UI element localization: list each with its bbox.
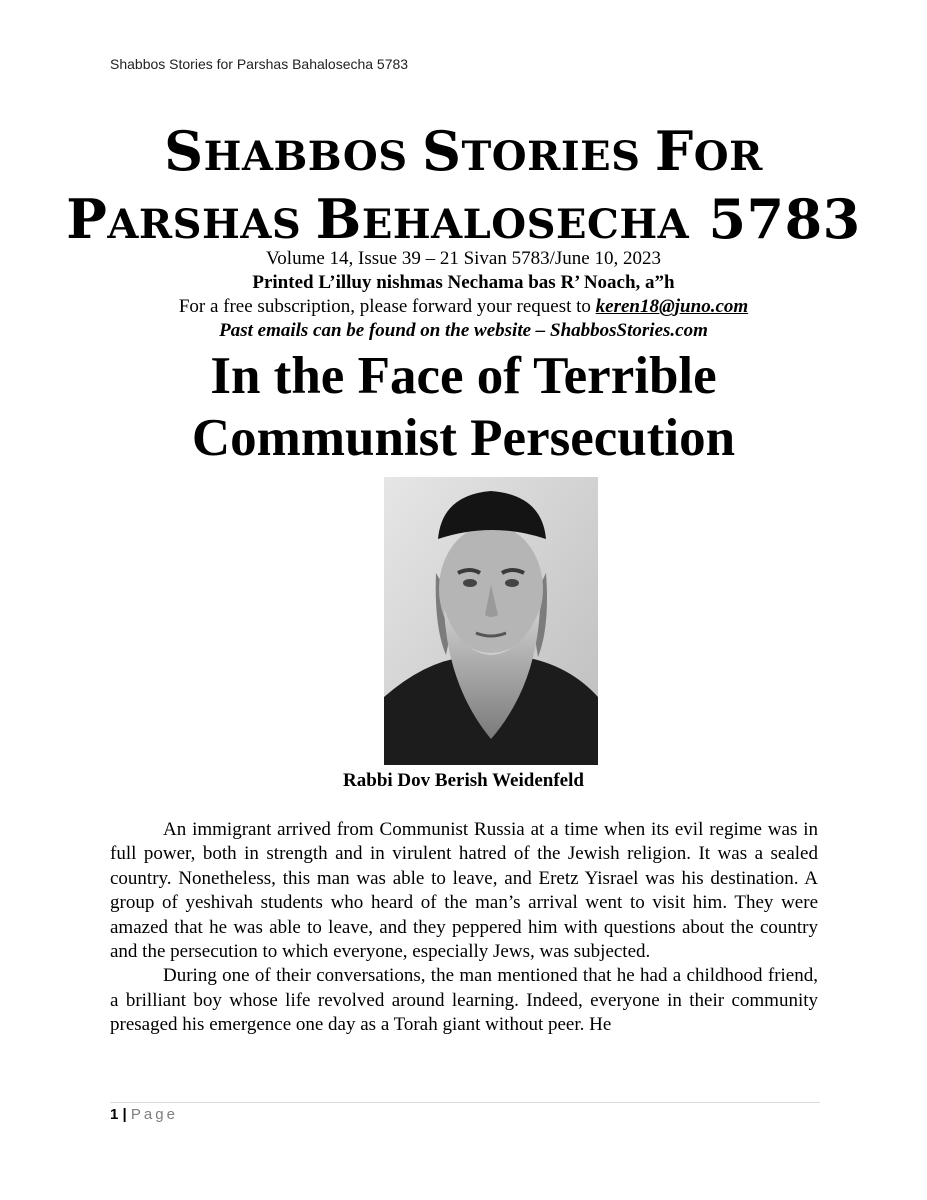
footer-divider xyxy=(110,1102,820,1103)
issue-meta xyxy=(0,247,927,343)
portrait-illustration xyxy=(384,477,598,765)
photo-caption: Rabbi Dov Berish Weidenfeld xyxy=(343,770,584,791)
subscription-line: For a free subscription, please forward your request to keren18@juno.com xyxy=(178,296,749,317)
past-emails-line: Past emails can be found on the website – ShabbosStories.com xyxy=(219,320,708,341)
footer-separator: | xyxy=(118,1106,131,1123)
story-paragraph-1: An immigrant arrived from Communist Russia at a time when its evil regime was in full power, both in strength and in virulent hatred of the Jewish religion. It was a sealed country. Nonetheless, this man was able to leave, and Eretz Yisrael was his destination. A group of yeshivah students who heard of the man’s arrival went to visit him. They were amazed that he was able to leave, and they peppered him with questions about the country and the persecution to which everyone, especially Jews, was subjected. xyxy=(110,819,818,963)
dedication-line: Printed L’illuy nishmas Nechama bas R’ Noach, a”h xyxy=(252,272,675,293)
masthead-line-2: PARSHAS BEHALOSECHA 5783 xyxy=(66,187,861,251)
volume-line: Volume 14, Issue 39 – 21 Sivan 5783/June 10, 2023 xyxy=(266,248,661,269)
story-body xyxy=(110,818,818,1038)
story-title-line-1: In the Face of Terrible xyxy=(210,347,717,405)
masthead xyxy=(0,120,927,256)
page-number: 1 xyxy=(110,1106,119,1123)
subscription-email-link[interactable]: keren18@juno.com xyxy=(595,296,749,317)
page-footer xyxy=(110,1106,178,1123)
page-label: Page xyxy=(130,1106,178,1123)
story-title-line-2: Communist Persecution xyxy=(191,409,736,467)
story-paragraph-2: During one of their conversations, the man mentioned that he had a childhood friend, a brilliant boy whose life revolved around learning. Indeed, everyone in their community presaged his emergence one day as a Torah giant without peer. He xyxy=(110,965,818,1036)
running-header: Shabbos Stories for Parshas Bahalosecha 5783 xyxy=(110,56,409,72)
masthead-line-1: SHABBOS STORIES FOR xyxy=(164,119,763,183)
story-title xyxy=(0,345,927,469)
rabbi-portrait-photo xyxy=(384,477,598,765)
